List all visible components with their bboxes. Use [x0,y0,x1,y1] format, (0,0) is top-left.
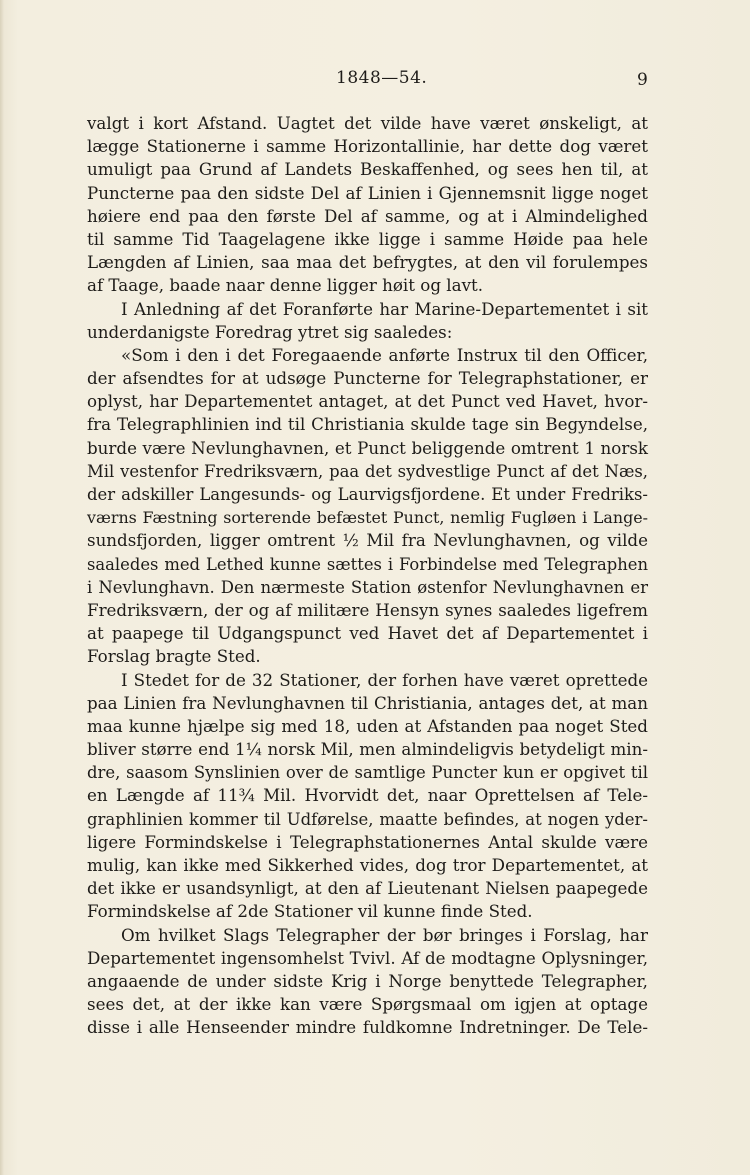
text-line: Forslag bragte Sted. [87,646,261,667]
text-line: mulig, kan ikke med Sikkerhed vides, dog tror Departementet, at [87,855,648,875]
text-line: disse i alle Henseender mindre fuldkomne Indretninger. De Tele- [87,1017,648,1038]
text-line: dre, saasom Synslinien over de samtlige Puncter kun er opgivet til [87,763,648,783]
text-line: saaledes med Lethed kunne sættes i Forbindelse med Telegraphen [87,554,648,574]
text-line: Længden af Linien, saa maa det befrygtes, at den vil forulempes [87,252,648,273]
text-line: af Taage, baade naar denne ligger høit og lavt. [87,275,484,296]
text-line: Puncterne paa den sidste Del af Linien i Gjennemsnit ligge noget [87,182,648,203]
text-line: umuligt paa Grund af Landets Beskaffenhed, og sees hen til, at [87,159,648,180]
text-line: sees det, at der ikke kan være Spørgsmaal om igjen at optage [87,994,648,1015]
text-line: til samme Tid Taagelagene ikke ligge i samme Høide paa hele [87,228,648,249]
page-number: 9 [637,70,648,90]
text-line: graphlinien kommer til Udførelse, maatte befindes, at nogen yder- [87,809,648,829]
text-line: angaaende de under sidste Krig i Norge benyttede Telegrapher, [87,970,648,991]
text-line: Departementet ingensomhelst Tvivl. Af de modtagne Oplysninger, [87,947,648,968]
text-line: I Stedet for de 32 Stationer, der forhen have været oprettede [121,669,648,690]
text-line: paa Linien fra Nevlunghavnen til Christiania, antages det, at man [87,692,648,713]
text-line: lægge Stationerne i samme Horizontallinie, har dette dog været [87,136,648,157]
page-header [0,64,750,94]
text-line: burde være Nevlunghavnen, et Punct beliggende omtrent 1 norsk [87,437,648,458]
text-line: værns Fæstning sorterende befæstet Punct, nemlig Fugløen i Lange- [87,508,648,528]
text-line: Mil vestenfor Fredriksværn, paa det sydvestlige Punct af det Næs, [87,461,648,481]
text-line: «Som i den i det Foregaaende anførte Instrux til den Officer, [121,344,648,365]
text-line: ligere Formindskelse i Telegraphstationernes Antal skulde være [87,831,648,852]
text-line: at paapege til Udgangspunct ved Havet det af Departementet i [87,623,648,644]
text-line: sundsfjorden, ligger omtrent ½ Mil fra Nevlunghavnen, og vilde [87,530,648,551]
text-line: høiere end paa den første Del af samme, og at i Almindelighed [87,205,648,226]
text-line: det ikke er usandsynligt, at den af Lieutenant Nielsen paapegede [87,878,648,899]
text-line: underdanigste Foredrag ytret sig saaledes: [87,321,453,342]
body-text [87,112,648,1040]
running-head: 1848—54. [336,68,428,88]
text-line: i Nevlunghavn. Den nærmeste Station østenfor Nevlunghavnen er [87,577,648,597]
binding-fold [0,0,4,1175]
text-line: valgt i kort Afstand. Uagtet det vilde have været ønskeligt, at [87,113,648,133]
text-line: der adskiller Langesunds- og Laurvigsfjordene. Et under Fredriks- [87,485,648,504]
text-line: fra Telegraphlinien ind til Christiania skulde tage sin Begyndelse, [87,414,648,435]
text-line: oplyst, har Departementet antaget, at det Punct ved Havet, hvor- [87,391,648,412]
text-line: I Anledning af det Foranførte har Marine-Departementet i sit [121,298,648,319]
text-line: bliver større end 1¼ norsk Mil, men almindeligvis betydeligt min- [87,739,648,760]
text-line: Om hvilket Slags Telegrapher der bør bringes i Forslag, har [121,924,648,945]
text-line: maa kunne hjælpe sig med 18, uden at Afstanden paa noget Sted [87,715,648,736]
text-line: en Længde af 11¾ Mil. Hvorvidt det, naar Oprettelsen af Tele- [87,785,648,806]
text-line: Fredriksværn, der og af militære Hensyn synes saaledes ligefrem [87,599,648,620]
text-line: der afsendtes for at udsøge Puncterne for Telegraphstationer, er [87,368,648,389]
text-line: Formindskelse af 2de Stationer vil kunne finde Sted. [87,901,533,922]
